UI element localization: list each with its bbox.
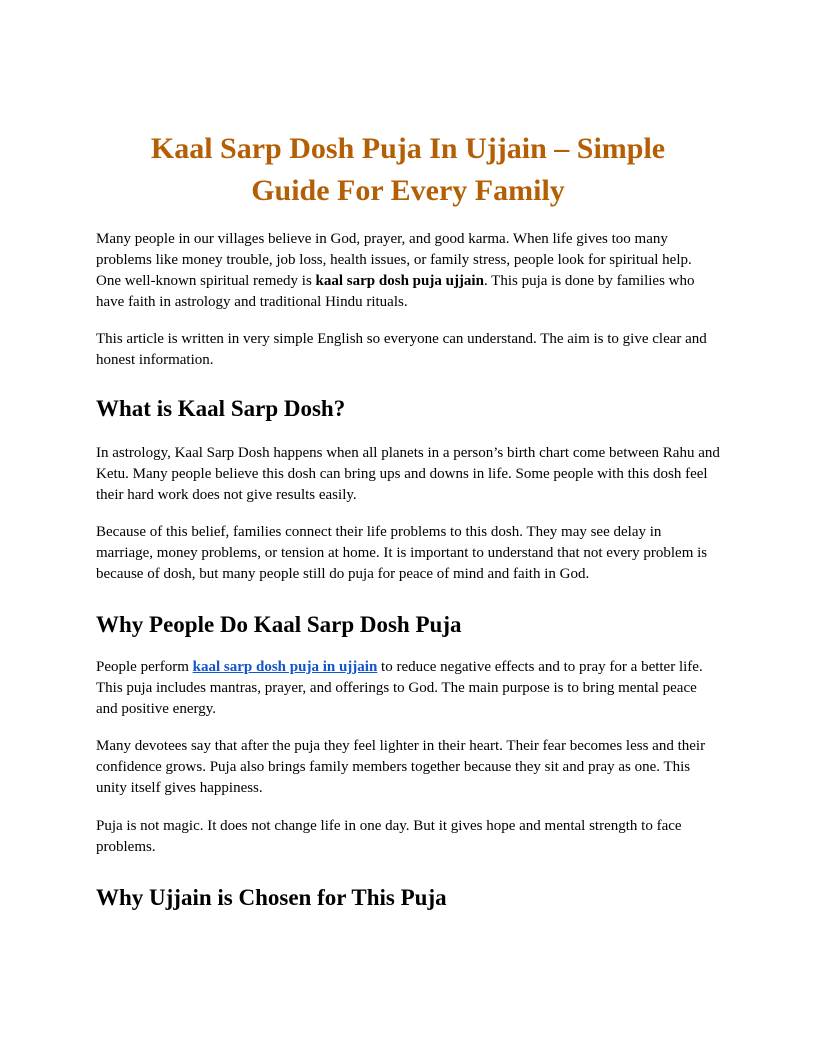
title-line-1: Kaal Sarp Dosh Puja In Ujjain – Simple bbox=[150, 132, 666, 165]
section2-paragraph-3: Puja is not magic. It does not change life in one day. But it gives hope and mental strength to face problems. bbox=[96, 818, 682, 855]
intro-bold-keyword: kaal sarp dosh puja ujjain bbox=[315, 273, 484, 289]
intro-paragraph-2: This article is written in very simple English so everyone can understand. The aim is to give clear and honest information. bbox=[96, 331, 707, 368]
section-heading-what-is: What is Kaal Sarp Dosh? bbox=[96, 396, 346, 421]
section2-paragraph-2: Many devotees say that after the puja they feel lighter in their heart. Their fear becomes less and their confidence grows. Puja also brings family members together because they sit and pray as one. This unity itself gives happiness. bbox=[96, 738, 706, 796]
intro-text-after: . This puja is done by families who have faith in astrology and traditional Hindu rituals. bbox=[96, 273, 695, 310]
section-heading-why-people: Why People Do Kaal Sarp Dosh Puja bbox=[96, 612, 462, 637]
section-heading-why-ujjain: Why Ujjain is Chosen for This Puja bbox=[96, 885, 447, 910]
section1-paragraph-2: Because of this belief, families connect their life problems to this dosh. They may see delay in marriage, money problems, or tension at home. It is important to understand that not every problem is because of dosh, but many people still do puja for peace of mind and faith in God. bbox=[96, 524, 708, 582]
intro-text-before: Many people in our villages believe in God, prayer, and good karma. When life gives too many problems like money trouble, job loss, health issues, or family stress, people look for spiritual help. One well-known spiritual remedy is bbox=[96, 231, 692, 289]
title-line-2: Guide For Every Family bbox=[251, 174, 565, 207]
page-title bbox=[96, 128, 720, 212]
intro-paragraph-1 bbox=[96, 229, 720, 313]
section2-paragraph-1 bbox=[96, 657, 720, 720]
kaal-sarp-dosh-puja-link[interactable]: kaal sarp dosh puja in ujjain bbox=[192, 659, 378, 675]
section2-text-after: to reduce negative effects and to pray for a better life. This puja includes mantras, prayer, and offerings to God. The main purpose is to bring mental peace and positive energy. bbox=[96, 659, 703, 717]
section1-paragraph-1: In astrology, Kaal Sarp Dosh happens when all planets in a person’s birth chart come between Rahu and Ketu. Many people believe this dosh can bring ups and downs in life. Some people with this dosh feel their hard work does not give results easily. bbox=[96, 445, 720, 503]
section2-text-before: People perform bbox=[96, 659, 193, 675]
